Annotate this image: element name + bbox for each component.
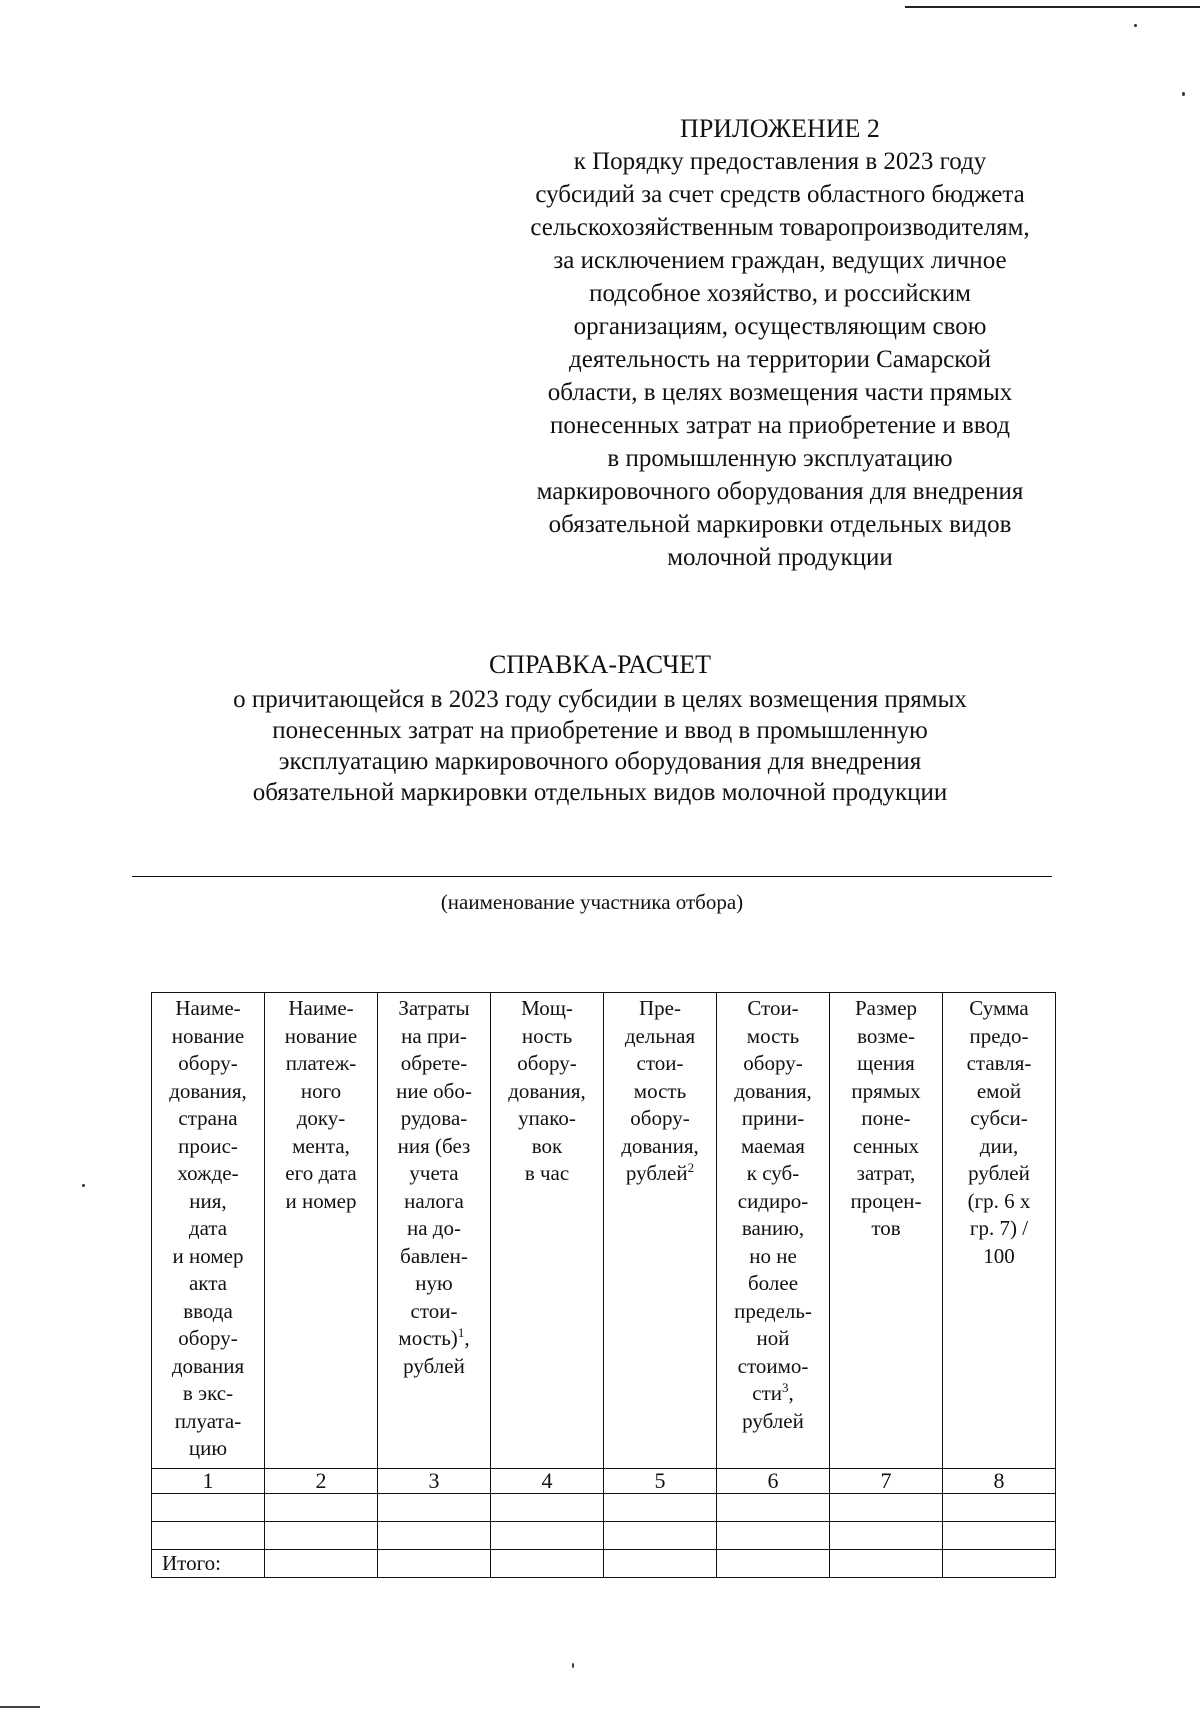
table-row (152, 1522, 1056, 1550)
header-line: ность (521, 1023, 573, 1048)
header-line: сенных (853, 1133, 919, 1158)
header-line: вок (531, 1133, 563, 1158)
header-line: страна (178, 1106, 238, 1130)
header-line: доку- (296, 1106, 346, 1130)
header-footnoted-text: рублей (625, 1161, 688, 1185)
header-line: платеж- (285, 1051, 357, 1075)
header-line: обору- (743, 1051, 803, 1075)
table-cell (604, 1550, 717, 1578)
table-cell (830, 1494, 943, 1522)
header-line: и номер (285, 1188, 357, 1213)
header-line: проис- (178, 1133, 238, 1158)
header-cell (152, 993, 265, 1469)
header-line: предель- (734, 1298, 812, 1323)
header-line: дования, (169, 1078, 247, 1103)
appendix-line: деятельность на территории Самарской (569, 346, 991, 373)
column-number: 2 (265, 1469, 378, 1494)
header-line: нование (171, 1023, 245, 1048)
header-line: акта (188, 1271, 227, 1295)
header-cell (717, 993, 830, 1469)
header-line-footnoted (380, 1325, 488, 1353)
header-line: ставля- (966, 1051, 1032, 1075)
header-line: рублей (403, 1353, 465, 1378)
header-line: субси- (970, 1106, 1028, 1130)
appendix-line: молочной продукции (667, 544, 893, 571)
table-cell (378, 1494, 491, 1522)
header-cell (604, 993, 717, 1469)
column-number-row (152, 1469, 1056, 1494)
header-line: мость (633, 1078, 687, 1103)
subtitle-line: понесенных затрат на приобретение и ввод в промышленную (272, 717, 928, 744)
header-line: сидиро- (737, 1188, 809, 1213)
header-line: рублей (742, 1408, 804, 1433)
appendix-line: субсидий за счет средств областного бюджета (535, 181, 1025, 208)
header-line: предо- (969, 1023, 1029, 1048)
table-cell (943, 1522, 1056, 1550)
header-line: обору- (630, 1106, 690, 1130)
header-line: возме- (857, 1023, 915, 1048)
table-cell (491, 1550, 604, 1578)
header-line: ния (без (397, 1133, 471, 1158)
header-line: тов (871, 1216, 901, 1240)
header-line: Наиме- (288, 996, 354, 1020)
header-line: стои- (410, 1298, 458, 1323)
header-line: учета (409, 1161, 459, 1185)
header-line: поне- (861, 1106, 911, 1130)
document-subtitle (150, 684, 1050, 808)
header-line: дии, (979, 1133, 1019, 1158)
scan-speck (82, 1184, 85, 1187)
header-punctuation: , (788, 1381, 794, 1405)
header-line: плуата- (174, 1408, 242, 1433)
header-line: дельная (624, 1023, 696, 1048)
header-line: маемая (741, 1133, 805, 1158)
header-line: ния, (189, 1188, 227, 1213)
table-cell (943, 1494, 1056, 1522)
header-line: дования (171, 1353, 245, 1378)
scan-border-line-bottom (0, 1706, 40, 1708)
header-line: в час (524, 1161, 570, 1185)
table-cell (604, 1494, 717, 1522)
header-footnoted-text: мость) (398, 1326, 458, 1350)
header-line: его дата (285, 1161, 357, 1185)
header-line: дования, (508, 1078, 586, 1103)
header-line: обрете- (400, 1051, 468, 1075)
header-line: ванию, (741, 1216, 805, 1240)
appendix-line: маркировочного оборудования для внедрения (536, 478, 1024, 505)
header-line: ввода (183, 1298, 233, 1323)
column-number: 8 (943, 1469, 1056, 1494)
table-cell (830, 1550, 943, 1578)
header-line: но не (749, 1243, 797, 1268)
header-line: на до- (407, 1216, 461, 1240)
table-header-row (152, 993, 1056, 1469)
header-line: затрат, (856, 1161, 916, 1185)
scan-speck (1182, 92, 1185, 96)
calculation-table (151, 992, 1056, 1578)
table-cell (717, 1494, 830, 1522)
table-cell (265, 1494, 378, 1522)
subtitle-line: эксплуатацию маркировочного оборудования для внедрения (278, 748, 922, 775)
header-footnoted-text: сти (752, 1381, 782, 1405)
appendix-line: к Порядку предоставления в 2023 году (573, 148, 987, 175)
header-line: Размер (854, 996, 918, 1020)
header-line: дования, (734, 1078, 812, 1103)
header-line: упако- (518, 1106, 576, 1130)
scan-speck (572, 1663, 574, 1668)
header-line: ную (415, 1271, 453, 1295)
column-number: 7 (830, 1469, 943, 1494)
header-line: рудова- (400, 1106, 468, 1130)
header-line: стои- (636, 1051, 684, 1075)
appendix-line: в промышленную эксплуатацию (607, 445, 953, 472)
footnote-marker: 1 (457, 1325, 465, 1340)
header-punctuation: , (464, 1326, 470, 1350)
header-line: емой (976, 1078, 1022, 1103)
header-line: процен- (850, 1188, 922, 1213)
header-line: более (747, 1271, 799, 1295)
appendix-line: подсобное хозяйство, и российским (589, 280, 971, 307)
column-number: 5 (604, 1469, 717, 1494)
table-cell (830, 1522, 943, 1550)
table-cell (378, 1522, 491, 1550)
column-number: 6 (717, 1469, 830, 1494)
header-line-footnoted (719, 1380, 827, 1408)
appendix-line: сельскохозяйственным товаропроизводителям, (530, 214, 1030, 241)
header-line: обору- (517, 1051, 577, 1075)
appendix-line: понесенных затрат на приобретение и ввод (550, 412, 1010, 439)
table-cell (152, 1522, 265, 1550)
header-line: ние обо- (396, 1078, 472, 1103)
table-cell (265, 1550, 378, 1578)
header-line: бавлен- (400, 1243, 468, 1268)
header-cell (943, 993, 1056, 1469)
subtitle-line: о причитающейся в 2023 году субсидии в целях возмещения прямых (233, 686, 967, 713)
table-cell (152, 1494, 265, 1522)
header-cell (491, 993, 604, 1469)
header-cell (378, 993, 491, 1469)
header-line: Сумма (969, 996, 1029, 1020)
document-title: СПРАВКА-РАСЧЕТ (488, 650, 712, 679)
header-line-footnoted (606, 1160, 714, 1188)
header-line: щения (857, 1051, 915, 1075)
footnote-marker: 3 (782, 1380, 789, 1395)
table-cell (265, 1522, 378, 1550)
scan-speck (1134, 24, 1137, 27)
header-line: гр. 7) / (969, 1216, 1029, 1240)
header-line: (гр. 6 х (967, 1188, 1031, 1213)
table-cell (943, 1550, 1056, 1578)
header-line: нование (284, 1023, 358, 1048)
header-line: хожде- (177, 1161, 239, 1185)
header-line: мость (746, 1023, 800, 1048)
header-line: Затраты (398, 996, 470, 1020)
header-line: на при- (401, 1023, 467, 1048)
table-cell (717, 1550, 830, 1578)
header-line: прямых (851, 1078, 921, 1103)
header-cell (830, 993, 943, 1469)
header-line: налога (404, 1188, 464, 1213)
table-cell (491, 1522, 604, 1550)
table-cell (717, 1522, 830, 1550)
appendix-line: организациям, осуществляющим свою (573, 313, 987, 340)
appendix-line: обязательной маркировки отдельных видов (548, 511, 1012, 538)
total-label: Итого: (152, 1550, 265, 1578)
column-number: 3 (378, 1469, 491, 1494)
header-line: ного (300, 1078, 342, 1103)
column-number: 1 (152, 1469, 265, 1494)
header-line: ной (756, 1326, 790, 1350)
header-line: стоимо- (737, 1353, 809, 1378)
header-line: Мощ- (521, 996, 573, 1020)
table-cell (491, 1494, 604, 1522)
header-line: обору- (178, 1326, 238, 1350)
header-line: прини- (741, 1106, 805, 1130)
scan-border-line-top (905, 6, 1200, 8)
header-line: Наиме- (175, 996, 241, 1020)
header-line: дования, (621, 1133, 699, 1158)
table-row (152, 1494, 1056, 1522)
appendix-line: за исключением граждан, ведущих личное (553, 247, 1007, 274)
header-line: в экс- (182, 1381, 234, 1405)
header-line: к суб- (746, 1161, 800, 1185)
appendix-line: области, в целях возмещения части прямых (547, 379, 1013, 406)
header-line: Стои- (747, 996, 799, 1020)
header-line: обору- (178, 1051, 238, 1075)
participant-name-field-line (132, 876, 1052, 877)
header-line: мента, (292, 1133, 350, 1158)
column-number: 4 (491, 1469, 604, 1494)
table-cell (378, 1550, 491, 1578)
header-line: 100 (983, 1243, 1015, 1268)
header-line: дата (188, 1216, 228, 1240)
header-line: рублей (968, 1161, 1030, 1185)
subtitle-line: обязательной маркировки отдельных видов молочной продукции (252, 779, 948, 806)
header-cell (265, 993, 378, 1469)
footnote-marker: 2 (687, 1160, 695, 1175)
header-line: цию (188, 1436, 228, 1460)
participant-caption: (наименование участника отбора) (440, 890, 744, 914)
table-cell (604, 1522, 717, 1550)
header-line: Пре- (639, 996, 681, 1020)
header-line: и номер (172, 1243, 244, 1268)
appendix-header (470, 112, 1090, 574)
appendix-title: ПРИЛОЖЕНИЕ 2 (680, 114, 880, 143)
total-row (152, 1550, 1056, 1578)
